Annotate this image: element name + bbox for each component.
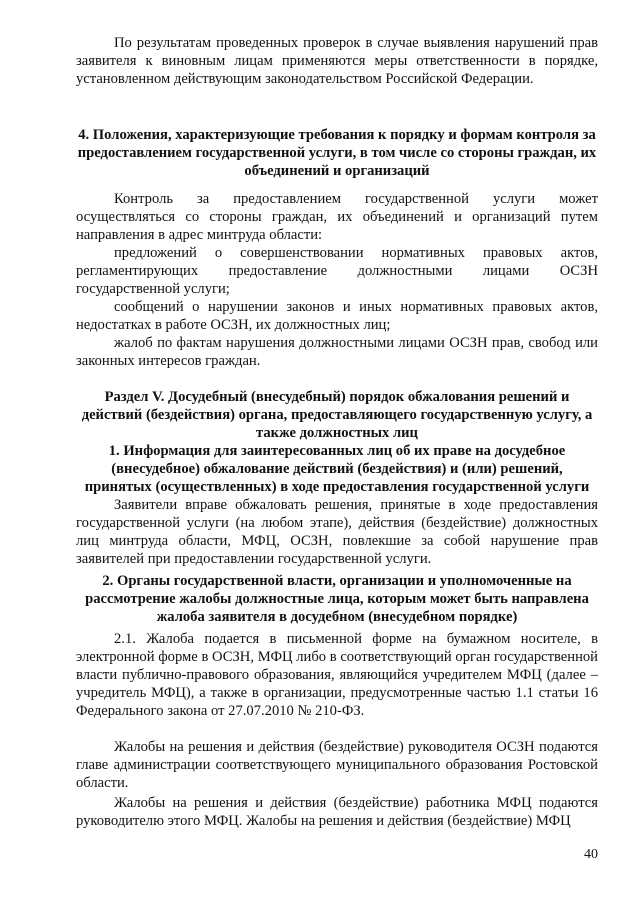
- section-heading: 1. Информация для заинтересованных лиц об их праве на досудебное (внесудебное) обжалование действий (бездействия) и (или) решений, принятых (осуществленных) в ходе предоставления государственной услуги: [84, 443, 590, 495]
- paragraph: По результатам проведенных проверок в случае выявления нарушений прав заявителя к виновным лицам применяются меры ответственности в порядке, установленном действующим законодательством Российской Федерации.: [76, 35, 598, 87]
- section-heading: 4. Положения, характеризующие требования к порядку и формам контроля за предоставлением государственной услуги, в том числе со стороны граждан, их объединений и организаций: [77, 127, 597, 179]
- paragraph: Жалобы на решения и действия (бездействие) руководителя ОСЗН подаются главе администрации соответствующего муниципального образования Ростовской области.: [76, 739, 598, 791]
- paragraph: жалоб по фактам нарушения должностными лицами ОСЗН прав, свобод или законных интересов граждан.: [76, 335, 598, 369]
- paragraph: Жалобы на решения и действия (бездействие) работника МФЦ подаются руководителю этого МФЦ. Жалобы на решения и действия (бездействие) МФЦ: [76, 795, 598, 829]
- paragraph: 2.1. Жалоба подается в письменной форме на бумажном носителе, в электронной форме в ОСЗН, МФЦ либо в соответствующий орган государственной власти публично-правового образования, являющийся учредителем МФЦ (далее – учредитель МФЦ), а также в организации, предусмотренные частью 1.1 статьи 16 Федерального закона от 27.07.2010 № 210-ФЗ.: [76, 631, 598, 719]
- paragraph: сообщений о нарушении законов и иных нормативных правовых актов, недостатках в работе ОСЗН, их должностных лиц;: [76, 299, 598, 333]
- paragraph: Заявители вправе обжаловать решения, принятые в ходе предоставления государственной услуги (на любом этапе), действия (бездействие) должностных лиц минтруда области, МФЦ, ОСЗН, повлекшие за собой нарушение прав заявителей при предоставлении государственной услуги.: [76, 497, 598, 567]
- page-number: 40: [584, 847, 598, 862]
- section-heading: 2. Органы государственной власти, организации и уполномоченные на рассмотрение жалобы должностные лица, которым может быть направлена жалоба заявителя в досудебном (внесудебном порядке): [85, 573, 589, 625]
- paragraph: предложений о совершенствовании нормативных правовых актов, регламентирующих предоставление должностными лицами ОСЗН государственной услуги;: [76, 245, 598, 297]
- paragraph: Контроль за предоставлением государственной услуги может осуществляться со стороны граждан, их объединений и организаций путем направления в адрес минтруда области:: [76, 191, 598, 243]
- section-heading: Раздел V. Досудебный (внесудебный) порядок обжалования решений и действий (бездействия) органа, предоставляющего государственную услугу, а также должностных лиц: [81, 389, 593, 441]
